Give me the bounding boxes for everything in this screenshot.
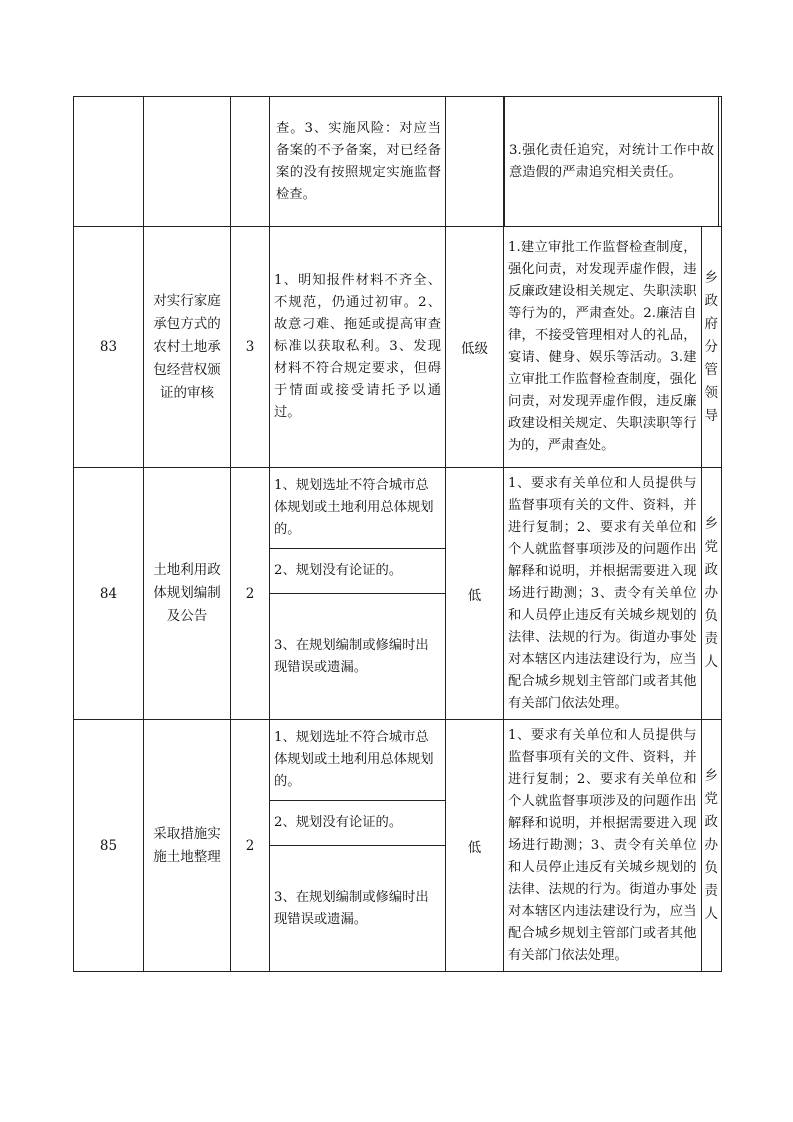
row-number-cell: 84 — [74, 468, 144, 720]
risk-count-cell: 2 — [231, 720, 270, 972]
row-number-cell: 83 — [74, 227, 144, 468]
risk-part: 2、规划没有论证的。 — [270, 548, 445, 593]
level-cell: 低级 — [446, 227, 504, 468]
row-number-cell — [74, 97, 144, 227]
owner-box: 乡党政办负责人 — [704, 516, 718, 670]
measure-text: 1、要求有关单位和人员提供与监督事项有关的文件、资料，并进行复制；2、要求有关单位和个人就监督事项涉及的问题作出解释和说明，并根据需要进入现场进行勘测；3、责令有关单位和人员停止违反有关城乡规划的法律、法规的行为。街道办事处对本辖区内违法建设行为，应当配合城乡规划主管部门或者其他有关部门依法处理。 — [508, 727, 697, 963]
measure-owner-cell — [504, 720, 722, 972]
table-row — [74, 227, 722, 468]
owner-box — [719, 97, 721, 226]
measure-box — [504, 468, 702, 719]
measure-box — [504, 227, 702, 467]
measure-text: 3.强化责任追究，对统计工作中故意造假的严肃追究相关责任。 — [509, 142, 714, 180]
item-cell: 对实行家庭承包方式的农村土地承包经营权颁证的审核 — [144, 227, 231, 468]
risk-cell — [270, 720, 446, 972]
risk-part: 3、在规划编制或修编时出现错误或遗漏。 — [270, 845, 445, 971]
risk-text: 查。3、实施风险：对应当备案的不予备案，对已经备案的没有按照规定实施监督检查。 — [276, 120, 441, 202]
level-cell — [446, 97, 504, 227]
table-row — [74, 468, 722, 720]
risk-text: 1、明知报件材料不齐全、不规范，仍通过初审。2、故意刁难、拖延或提高审查标准以获取私利。3、发现材料不符合规定要求，但碍于情面或接受请托予以通过。 — [274, 273, 441, 420]
risk-part: 1、规划选址不符合城市总体规划或土地利用总体规划的。 — [274, 478, 434, 537]
risk-table — [73, 96, 722, 972]
risk-cell — [270, 97, 446, 227]
measure-text: 1.建立审批工作监督检查制度，强化问责，对发现弄虚作假，违反廉政建设相关规定、失职渎职等行为的，严肃查处。2.廉洁自律，不接受管理相对人的礼品，宴请、健身、娱乐等活动。3.建立审批工作监督检查制度，强化问责，对发现弄虚作假，违反廉政建设相关规定、失职渎职等行为的，严肃查处。 — [508, 240, 697, 453]
risk-part: 1、规划选址不符合城市总体规划或土地利用总体规划的。 — [274, 730, 434, 789]
risk-part: 2、规划没有论证的。 — [270, 800, 445, 845]
risk-count-cell: 3 — [231, 227, 270, 468]
measure-owner-cell — [504, 227, 722, 468]
risk-count-cell: 2 — [231, 468, 270, 720]
risk-cell — [270, 227, 446, 468]
table-row — [74, 97, 722, 227]
owner-box: 乡政府分管领导 — [704, 269, 718, 424]
owner-box: 乡党政办负责人 — [704, 768, 718, 922]
level-cell: 低 — [446, 468, 504, 720]
risk-part: 3、在规划编制或修编时出现错误或遗漏。 — [270, 593, 445, 719]
table-row — [74, 720, 722, 972]
measure-owner-cell — [504, 468, 722, 720]
measure-box — [504, 97, 719, 226]
risk-count-cell — [231, 97, 270, 227]
row-number-cell: 85 — [74, 720, 144, 972]
item-cell — [144, 97, 231, 227]
risk-cell — [270, 468, 446, 720]
item-cell: 土地利用政体规划编制及公告 — [144, 468, 231, 720]
item-cell: 采取措施实施土地整理 — [144, 720, 231, 972]
measure-owner-cell — [504, 97, 722, 227]
level-cell: 低 — [446, 720, 504, 972]
measure-box — [504, 720, 702, 971]
measure-text: 1、要求有关单位和人员提供与监督事项有关的文件、资料，并进行复制；2、要求有关单位和个人就监督事项涉及的问题作出解释和说明，并根据需要进入现场进行勘测；3、责令有关单位和人员停止违反有关城乡规划的法律、法规的行为。街道办事处对本辖区内违法建设行为，应当配合城乡规划主管部门或者其他有关部门依法处理。 — [508, 475, 697, 711]
